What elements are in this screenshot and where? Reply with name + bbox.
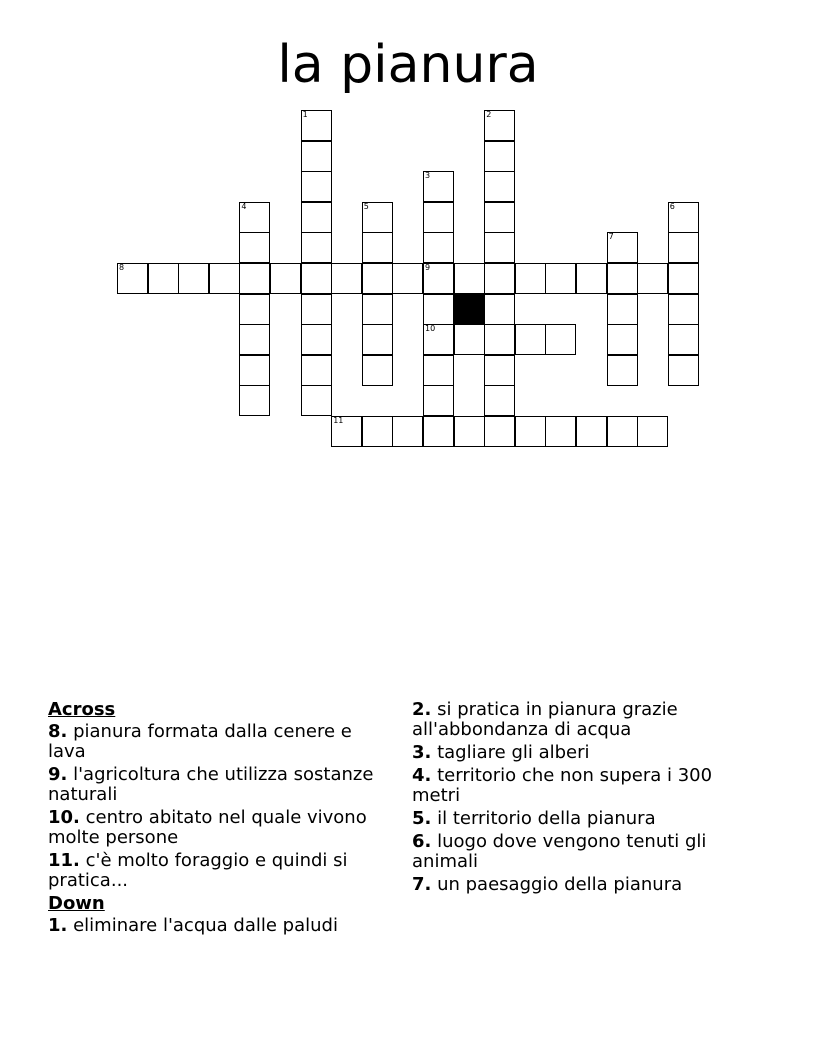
- grid-cell[interactable]: [545, 416, 576, 447]
- puzzle-title: la pianura: [277, 35, 539, 95]
- grid-cell[interactable]: [423, 263, 454, 294]
- cell-number: 1: [302, 110, 308, 119]
- clue-number: 2.: [412, 699, 432, 720]
- grid-cell[interactable]: [668, 324, 699, 355]
- cell-number: 5: [363, 201, 369, 211]
- grid-cell[interactable]: [484, 385, 515, 416]
- grid-cell[interactable]: [637, 263, 668, 294]
- grid-cell[interactable]: [576, 263, 607, 294]
- grid-cell[interactable]: [454, 263, 485, 294]
- grid-cell[interactable]: [423, 294, 454, 325]
- clue-number: 11.: [48, 850, 80, 871]
- black-square: [454, 294, 485, 325]
- grid-cell[interactable]: [392, 416, 423, 447]
- grid-cell[interactable]: [362, 202, 393, 233]
- grid-cell[interactable]: [362, 232, 393, 263]
- clues-right-column: [412, 700, 762, 898]
- cell-number: 4: [241, 201, 247, 211]
- grid-cell[interactable]: [607, 263, 638, 294]
- grid-cell[interactable]: [331, 263, 362, 294]
- grid-cell[interactable]: [484, 232, 515, 263]
- grid-cell[interactable]: [362, 294, 393, 325]
- grid-cell[interactable]: [239, 232, 270, 263]
- grid-cell[interactable]: [607, 324, 638, 355]
- grid-cell[interactable]: [668, 202, 699, 233]
- grid-cell[interactable]: [607, 416, 638, 447]
- clue-number: 4.: [412, 765, 432, 786]
- grid-cell[interactable]: [301, 141, 332, 172]
- grid-cell[interactable]: [607, 355, 638, 386]
- grid-cell[interactable]: [484, 263, 515, 294]
- grid-cell[interactable]: [239, 355, 270, 386]
- grid-cell[interactable]: [423, 416, 454, 447]
- grid-cell[interactable]: [392, 263, 423, 294]
- grid-cell[interactable]: [178, 263, 209, 294]
- clue-item: [48, 916, 393, 936]
- grid-cell[interactable]: [239, 294, 270, 325]
- grid-cell[interactable]: [668, 355, 699, 386]
- grid-cell[interactable]: [423, 385, 454, 416]
- clue-number: 8.: [48, 721, 68, 742]
- clue-number: 10.: [48, 807, 80, 828]
- clue-number: 5.: [412, 808, 432, 829]
- grid-cell[interactable]: [301, 324, 332, 355]
- grid-cell[interactable]: [239, 263, 270, 294]
- clue-item: [48, 851, 393, 891]
- grid-cell[interactable]: [515, 263, 546, 294]
- clues-left-column: [48, 700, 393, 939]
- cell-number: 10: [425, 324, 436, 334]
- cell-number: 3: [425, 171, 431, 181]
- across-clue-list: [48, 722, 393, 891]
- grid-cell[interactable]: [301, 110, 332, 141]
- grid-cell[interactable]: [423, 324, 454, 355]
- grid-cell[interactable]: [484, 355, 515, 386]
- clue-text: si pratica in pianura grazie all'abbondanza di acqua: [412, 699, 678, 740]
- clue-item: [412, 743, 762, 763]
- clue-text: territorio che non supera i 300 metri: [412, 765, 713, 806]
- grid-cell[interactable]: [301, 202, 332, 233]
- grid-cell[interactable]: [423, 232, 454, 263]
- clue-text: un paesaggio della pianura: [431, 874, 683, 895]
- grid-cell[interactable]: [484, 294, 515, 325]
- clue-text: tagliare gli alberi: [431, 742, 590, 763]
- cell-number: 11: [333, 416, 344, 425]
- clue-item: [412, 809, 762, 829]
- clue-number: 6.: [412, 831, 432, 852]
- clue-item: [412, 875, 762, 895]
- grid-cell[interactable]: [484, 171, 515, 202]
- grid-cell[interactable]: [484, 202, 515, 233]
- grid-cell[interactable]: [484, 416, 515, 447]
- grid-cell[interactable]: [331, 416, 362, 447]
- grid-cell[interactable]: [148, 263, 179, 294]
- grid-cell[interactable]: [117, 263, 148, 294]
- grid-cell[interactable]: [301, 294, 332, 325]
- cell-number: 2: [486, 110, 492, 119]
- clue-number: 3.: [412, 742, 432, 763]
- grid-cell[interactable]: [301, 355, 332, 386]
- clue-text: luogo dove vengono tenuti gli animali: [412, 831, 707, 872]
- grid-cell[interactable]: [239, 324, 270, 355]
- clue-text: l'agricoltura che utilizza sostanze naturali: [48, 764, 374, 805]
- clue-number: 7.: [412, 874, 432, 895]
- clue-item: [412, 832, 762, 872]
- cell-number: 9: [425, 263, 431, 272]
- grid-cell[interactable]: [545, 263, 576, 294]
- clue-text: eliminare l'acqua dalle paludi: [67, 915, 338, 936]
- grid-cell[interactable]: [423, 355, 454, 386]
- grid-cell[interactable]: [454, 324, 485, 355]
- cell-number: 6: [669, 201, 675, 211]
- down-heading: Down: [48, 893, 105, 914]
- grid-cell[interactable]: [301, 263, 332, 294]
- grid-cell[interactable]: [301, 171, 332, 202]
- grid-cell[interactable]: [515, 416, 546, 447]
- grid-cell[interactable]: [576, 416, 607, 447]
- grid-cell[interactable]: [607, 294, 638, 325]
- clue-text: il territorio della pianura: [431, 808, 656, 829]
- grid-cell[interactable]: [607, 232, 638, 263]
- grid-cell[interactable]: [484, 141, 515, 172]
- grid-cell[interactable]: [668, 263, 699, 294]
- grid-cell[interactable]: [668, 232, 699, 263]
- grid-cell[interactable]: [637, 416, 668, 447]
- grid-cell[interactable]: [362, 355, 393, 386]
- grid-cell[interactable]: [362, 263, 393, 294]
- down-clue-list-continued: [412, 700, 762, 895]
- grid-cell[interactable]: [301, 385, 332, 416]
- across-heading: Across: [48, 699, 116, 720]
- grid-cell[interactable]: [362, 416, 393, 447]
- grid-cell[interactable]: [545, 324, 576, 355]
- grid-cell[interactable]: [209, 263, 240, 294]
- grid-cell[interactable]: [454, 416, 485, 447]
- clue-item: [48, 808, 393, 848]
- grid-cell[interactable]: [484, 110, 515, 141]
- clue-item: [48, 765, 393, 805]
- grid-cell[interactable]: [239, 385, 270, 416]
- clue-text: c'è molto foraggio e quindi si pratica...: [48, 850, 348, 891]
- cell-number: 7: [608, 232, 614, 242]
- clue-number: 1.: [48, 915, 68, 936]
- clue-item: [412, 700, 762, 740]
- crossword-grid: [0, 0, 816, 460]
- grid-cell[interactable]: [270, 263, 301, 294]
- grid-cell[interactable]: [484, 324, 515, 355]
- grid-cell[interactable]: [515, 324, 546, 355]
- down-clue-list: [48, 916, 393, 936]
- clue-text: pianura formata dalla cenere e lava: [48, 721, 352, 762]
- grid-cell[interactable]: [239, 202, 270, 233]
- clue-item: [48, 722, 393, 762]
- grid-cell[interactable]: [301, 232, 332, 263]
- clue-text: centro abitato nel quale vivono molte persone: [48, 807, 367, 848]
- clue-number: 9.: [48, 764, 68, 785]
- clue-item: [412, 766, 762, 806]
- grid-cell[interactable]: [362, 324, 393, 355]
- grid-cell[interactable]: [668, 294, 699, 325]
- grid-cell[interactable]: [423, 171, 454, 202]
- grid-cell[interactable]: [423, 202, 454, 233]
- cell-number: 8: [119, 263, 125, 272]
